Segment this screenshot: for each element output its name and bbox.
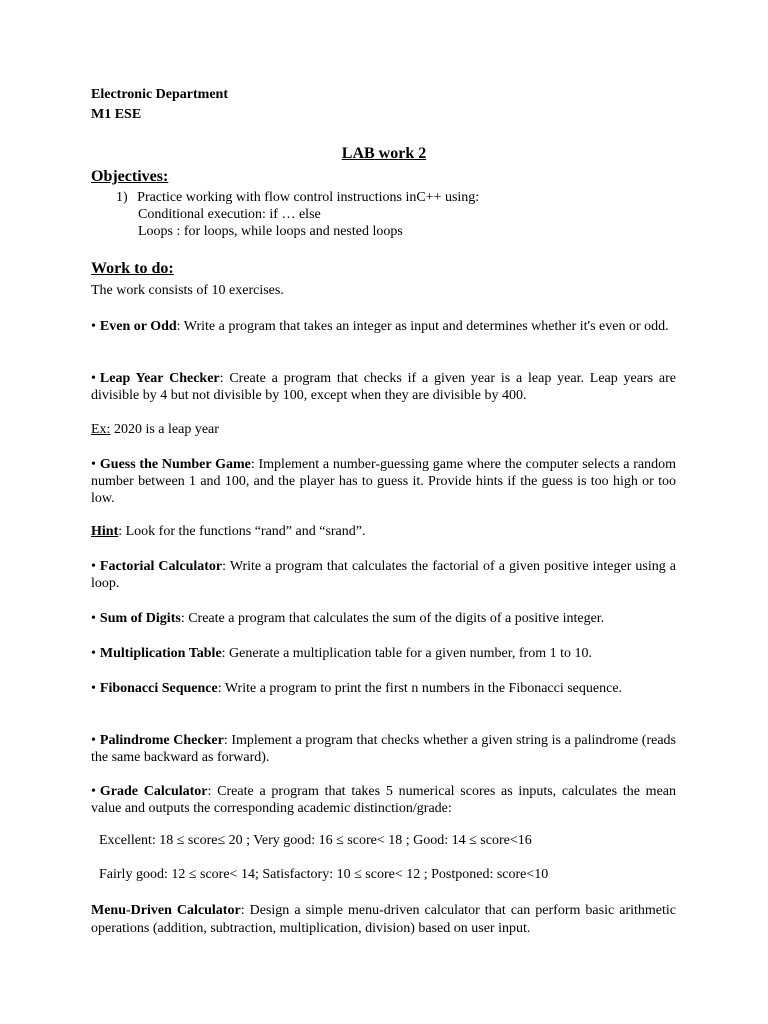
exercise-description: : Generate a multiplication table for a given number, from 1 to 10. — [221, 646, 592, 661]
exercise-name: Fibonacci Sequence — [99, 681, 218, 696]
exercise-guess-number — [91, 456, 676, 507]
objective-text: Practice working with flow control instructions inC++ using: — [137, 190, 480, 205]
objective-sub-conditional: Conditional execution: if … else — [138, 207, 321, 222]
example-line — [91, 421, 676, 438]
bullet-icon: • — [91, 611, 96, 626]
exercise-factorial — [91, 558, 676, 592]
exercise-name: Grade Calculator — [99, 784, 208, 799]
exercise-description: : Write a program to print the first n numbers in the Fibonacci sequence. — [217, 681, 623, 696]
exercise-description: : Create a program that checks if a given year is a leap year. Leap years are divisible by 4 but not divisible by 100, except when they are divisible by 400. — [91, 371, 676, 403]
exercise-leap-year — [91, 370, 676, 404]
department-name: Electronic Department — [91, 87, 228, 102]
exercise-grade-calculator — [91, 783, 676, 817]
exercise-name: Sum of Digits — [99, 611, 181, 626]
objective-sub-loops: Loops : for loops, while loops and nested loops — [138, 224, 403, 239]
bullet-icon: • — [91, 646, 96, 661]
work-heading: Work to do: — [91, 260, 174, 277]
hint-line — [91, 523, 676, 540]
work-intro: The work consists of 10 exercises. — [91, 283, 284, 298]
page-title: LAB work 2 — [341, 145, 427, 162]
exercise-name: Factorial Calculator — [99, 559, 223, 574]
exercise-name: Even or Odd — [99, 319, 177, 334]
bullet-icon: • — [91, 559, 96, 574]
exercise-menu-calculator — [91, 902, 676, 938]
bullet-icon: • — [91, 733, 96, 748]
objective-number: 1) — [116, 190, 128, 205]
exercise-name: Multiplication Table — [99, 646, 222, 661]
exercise-even-odd — [91, 318, 676, 335]
exercise-name: Menu-Driven Calculator — [91, 903, 241, 918]
objectives-heading: Objectives: — [91, 168, 169, 185]
hint-text: : Look for the functions “rand” and “srand”. — [118, 524, 366, 539]
exercise-description: : Design a simple menu-driven calculator that can perform basic arithmetic operations (addition, subtraction, multiplication, division) based on user input. — [91, 903, 676, 936]
bullet-icon: • — [91, 319, 96, 334]
grade-scale-line-1: Excellent: 18 ≤ score≤ 20 ; Very good: 16 ≤ score< 18 ; Good: 14 ≤ score<16 — [99, 833, 532, 848]
exercise-description: : Create a program that calculates the sum of the digits of a positive integer. — [180, 611, 605, 626]
exercise-name: Palindrome Checker — [99, 733, 224, 748]
exercise-description: : Implement a program that checks whether a given string is a palindrome (reads the same backward as forward). — [91, 733, 676, 765]
example-text: 2020 is a leap year — [110, 422, 219, 437]
exercise-description: : Create a program that takes 5 numerical scores as inputs, calculates the mean value and outputs the corresponding academic distinction/grade: — [91, 784, 677, 816]
hint-label: Hint — [91, 524, 119, 539]
example-label: Ex: — [91, 422, 111, 437]
exercise-name: Guess the Number Game — [99, 457, 251, 472]
exercise-description: : Write a program that takes an integer as input and determines whether it's even or odd. — [176, 319, 669, 334]
class-name: M1 ESE — [91, 107, 142, 122]
bullet-icon: • — [91, 681, 96, 696]
exercise-description: : Write a program that calculates the factorial of a given positive integer using a loop. — [91, 559, 676, 591]
grade-scale-line-2: Fairly good: 12 ≤ score< 14; Satisfactory: 10 ≤ score< 12 ; Postponed: score<10 — [99, 867, 549, 882]
objective-item — [116, 189, 676, 240]
exercise-description: : Implement a number-guessing game where the computer selects a random number between 1 and 100, and the player has to guess it. Provide hints if the guess is too high or too low. — [91, 457, 677, 506]
exercise-name: Leap Year Checker — [99, 371, 220, 386]
exercise-fibonacci — [91, 680, 676, 697]
bullet-icon: • — [91, 784, 96, 799]
exercise-sum-digits — [91, 610, 676, 627]
bullet-icon: • — [91, 371, 96, 386]
exercise-multiplication-table — [91, 645, 676, 662]
exercise-palindrome — [91, 732, 676, 766]
bullet-icon: • — [91, 457, 96, 472]
